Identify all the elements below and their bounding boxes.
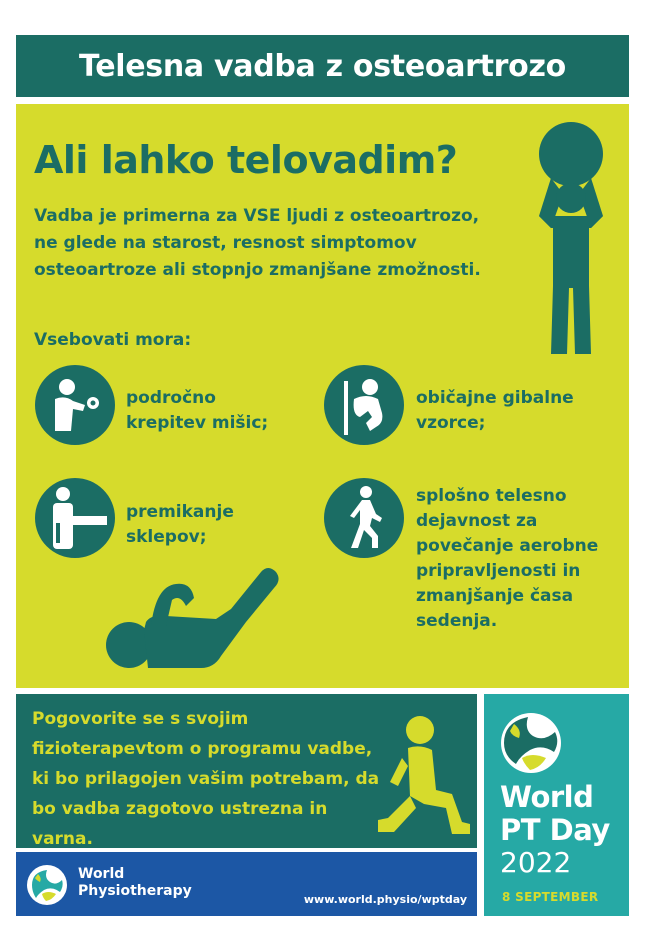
pt-day-ptday: PT Day xyxy=(500,813,610,847)
movement-pattern-icon xyxy=(324,365,404,445)
world-physiotherapy-logo-icon xyxy=(26,864,68,906)
item-text-line: področno xyxy=(126,388,216,408)
item-text-line: premikanje xyxy=(126,502,234,522)
arm-raise-icon xyxy=(35,478,115,558)
item-text-line: povečanje aerobne xyxy=(416,536,599,556)
ball-overhead-figure-icon xyxy=(521,116,626,356)
dumbbell-person-icon xyxy=(35,365,115,445)
movement-icon xyxy=(324,365,404,445)
item-text-line: običajne gibalne xyxy=(416,388,574,408)
lunge-figure-icon xyxy=(376,712,476,844)
brand-name xyxy=(78,866,192,900)
header-banner xyxy=(16,35,629,97)
item-text-line: krepitev mišic; xyxy=(126,413,269,433)
pt-day-panel xyxy=(484,694,629,916)
item-text-line: zmanjšanje časa xyxy=(416,586,574,606)
pt-day-world: World xyxy=(500,780,594,814)
advice-panel xyxy=(16,694,477,848)
item-joint-text xyxy=(126,500,234,550)
joint-icon xyxy=(35,478,115,558)
contains-label: Vsebovati mora: xyxy=(34,330,192,350)
brand-bar xyxy=(16,852,477,916)
pt-day-date: 8 SEPTEMBER xyxy=(502,890,599,904)
walking-person-icon xyxy=(324,478,404,558)
item-text-line: vzorce; xyxy=(416,413,486,433)
main-title: Ali lahko telovadim? xyxy=(34,138,458,182)
item-text-line: sklepov; xyxy=(126,527,207,547)
brand-line: World xyxy=(78,866,125,882)
page-title: Telesna vadba z osteoartrozo xyxy=(79,48,566,84)
item-strength-text xyxy=(126,386,268,436)
main-panel xyxy=(16,104,629,688)
item-text-line: splošno telesno xyxy=(416,486,567,506)
intro-text: Vadba je primerna za VSE ljudi z osteoartrozo, ne glede na starost, resnost simptomov osteoartroze ali stopnjo zmanjšane zmožnosti. xyxy=(34,206,481,280)
pt-day-logo-icon xyxy=(500,712,562,774)
advice-text: Pogovorite se s svojim fizioterapevtom o programu vadbe, ki bo prilagojen vašim potrebam, da bo vadba zagotovo ustrezna in varna. xyxy=(32,709,380,848)
item-aerobic-text xyxy=(416,484,598,634)
pt-day-year: 2022 xyxy=(500,846,572,879)
website-url[interactable]: www.world.physio/wptday xyxy=(303,893,467,906)
strength-icon xyxy=(35,365,115,445)
item-text-line: dejavnost za xyxy=(416,511,538,531)
item-movement-text xyxy=(416,386,574,436)
aerobic-icon xyxy=(324,478,404,558)
brand-line: Physiotherapy xyxy=(78,883,192,899)
item-text-line: sedenja. xyxy=(416,611,498,631)
item-text-line: pripravljenosti in xyxy=(416,561,581,581)
lying-figure-icon xyxy=(96,564,286,679)
